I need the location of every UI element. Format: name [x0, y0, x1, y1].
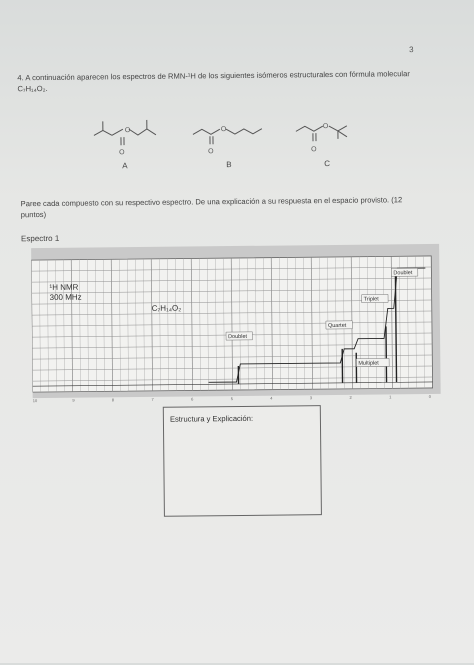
axis-tick-label: 7 — [151, 397, 154, 402]
nmr-type-label: ¹H NMR — [49, 283, 78, 292]
instruction-text: Paree cada compuesto con su respectivo espectro. De una explicación a su respuesta en el espacio provisto. (12 puntos) — [21, 194, 421, 220]
axis-tick-label: 5 — [231, 396, 234, 401]
molecule-b-oxygen: O — [221, 126, 227, 133]
molecule-c-carbonyl-oxygen: O — [311, 146, 317, 153]
axis-tick-label: 4 — [270, 396, 273, 401]
nmr-frequency-label: 300 MHz — [50, 293, 82, 302]
molecule-c-label: C — [324, 159, 330, 168]
peak-line — [386, 326, 387, 382]
axis-tick-label: 6 — [191, 396, 194, 401]
nmr-spectrum-chart — [31, 244, 441, 398]
molecule-a-carbonyl-oxygen: O — [119, 149, 125, 156]
peak-tag-label: Doublet — [228, 334, 247, 340]
axis-tick-label: 10 — [33, 398, 38, 403]
axis-tick-label: 1 — [389, 394, 392, 399]
molecule-b-carbonyl-oxygen: O — [208, 148, 214, 155]
molecule-c-structure — [292, 111, 362, 158]
peak-tag-label: Multiplet — [358, 361, 379, 367]
axis-tick-label: 3 — [310, 395, 313, 400]
nmr-spectrum-frame — [31, 244, 441, 398]
answer-box[interactable] — [163, 405, 322, 517]
molecule-a-structure — [90, 113, 164, 160]
axis-tick-label: 2 — [349, 395, 352, 400]
molecule-c-oxygen: O — [323, 123, 329, 130]
axis-tick-label: 8 — [112, 397, 115, 402]
axis-tick-label: 0 — [429, 394, 432, 399]
axis-tick-label: 9 — [72, 398, 75, 403]
peak-tag-label: Quartet — [328, 323, 347, 329]
molecule-a-label: A — [122, 161, 127, 170]
question-text: 4. A continuación aparecen los espectros de RMN-¹H de los siguientes isómeros estructurales con fórmula molecular C₇H₁₄O₂. — [17, 68, 437, 94]
spectrum-title: Espectro 1 — [21, 234, 59, 243]
answer-box-label: Estructura y Explicación: — [170, 414, 253, 424]
peak-tag-label: Doublet — [393, 270, 412, 276]
molecule-b-label: B — [226, 160, 231, 169]
page-number: 3 — [409, 45, 414, 54]
molecular-formula-label: C₇H₁₄O₂ — [152, 304, 182, 313]
peak-tag-label: Triplet — [364, 297, 380, 303]
molecule-b-structure — [190, 112, 272, 159]
molecule-a-oxygen: O — [125, 127, 131, 134]
